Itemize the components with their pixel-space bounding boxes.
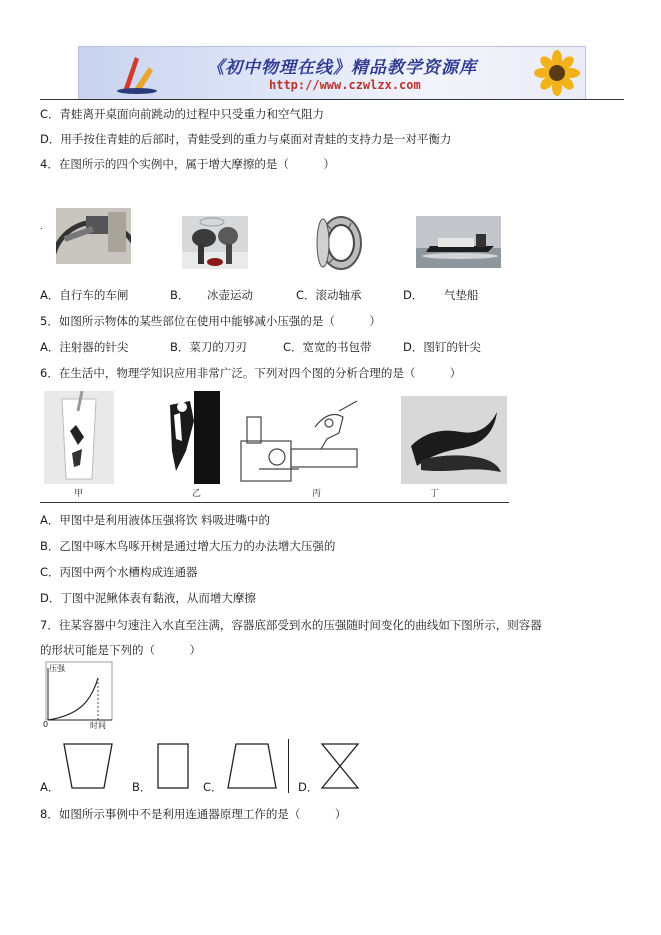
q7-option-b-label: B． (132, 780, 152, 794)
q5-option-c: C．宽宽的书包带 (283, 340, 372, 354)
woodpecker-image (160, 391, 220, 484)
logo-icon (115, 53, 165, 95)
q6-option-a: A．甲图中是利用液体压强将饮 料吸进嘴中的 (40, 513, 271, 527)
q6-option-d: D．丁图中泥鳅体表有黏液，从而增大摩擦 (40, 591, 256, 605)
q3-option-c: C．青蛙离开桌面向前跳动的过程中只受重力和空气阻力 (40, 107, 325, 121)
banner-url[interactable]: http://www.czwlzx.com (269, 78, 421, 92)
q4-option-a: A．自行车的车闸 (40, 288, 129, 302)
graph-y-label: 压强 (49, 664, 65, 673)
q6-caption-yi: 乙 (192, 489, 202, 499)
q7-option-d-container (318, 740, 362, 792)
loach-image (401, 396, 507, 484)
q4-option-c: C．滚动轴承 (296, 288, 362, 302)
q7-question-line2: 的形状可能是下列的（ ） (40, 643, 201, 657)
q6-option-b: B．乙图中啄木鸟啄开树是通过增大压力的办法增大压强的 (40, 539, 336, 553)
q6-image-divider (40, 502, 509, 503)
q5-question: 5．如图所示物体的某些部位在使用中能够减小压强的是（ ） (40, 314, 381, 328)
header-divider (40, 99, 624, 100)
q7-option-c-label: C． (203, 780, 223, 794)
graph-x-label: 时间 (90, 721, 106, 730)
q7-option-a-container (60, 740, 116, 792)
q7-option-b-container (154, 740, 194, 792)
q5-option-a: A．注射器的针尖 (40, 340, 129, 354)
q4-question: 4．在图所示的四个实例中，属于增大摩擦的是（ ） (40, 157, 335, 171)
q8-question: 8．如图所示事例中不是利用连通器原理工作的是（ ） (40, 807, 347, 821)
curling-image (182, 216, 248, 269)
q4-option-b-label: B． (170, 288, 190, 302)
rolling-bearing-image (313, 213, 365, 272)
q5-option-b: B．菜刀的刀刃 (170, 340, 247, 354)
q6-caption-ding: 丁 (430, 489, 440, 499)
banner-title: 《初中物理在线》精品教学资源库 (207, 58, 477, 78)
q3-option-d: D．用手按住青蛙的后部时，青蛙受到的重力与桌面对青蛙的支持力是一对平衡力 (40, 132, 452, 146)
q4-option-b-text: 冰壶运动 (207, 288, 253, 302)
drink-cup-image (44, 391, 114, 484)
stray-dot: . (40, 222, 43, 231)
bicycle-brake-image (56, 208, 131, 264)
q4-option-d-label: D． (403, 288, 424, 302)
water-tank-image (239, 399, 361, 484)
q7-option-d-label: D． (298, 780, 319, 794)
graph-origin-label: 0 (43, 720, 49, 729)
q7-separator (288, 739, 289, 793)
q6-question: 6．在生活中，物理学知识应用非常广泛。下列对四个图的分析合理的是（ ） (40, 366, 462, 380)
header-banner (78, 46, 586, 100)
q6-option-c: C．丙图中两个水槽构成连通器 (40, 565, 198, 579)
q7-option-c-container (224, 740, 280, 792)
pressure-time-graph (40, 660, 120, 730)
q7-question-line1: 7．往某容器中匀速注入水直至注满，容器底部受到水的压强随时间变化的曲线如下图所示，则容器 (40, 618, 542, 632)
q6-caption-bing: 丙 (312, 489, 322, 499)
q5-option-d: D．图钉的针尖 (403, 340, 481, 354)
q6-caption-jia: 甲 (74, 489, 84, 499)
sunflower-icon (531, 49, 583, 97)
q7-option-a-label: A． (40, 780, 60, 794)
hovercraft-image (416, 216, 501, 268)
q4-option-d-text: 气垫船 (444, 288, 479, 302)
